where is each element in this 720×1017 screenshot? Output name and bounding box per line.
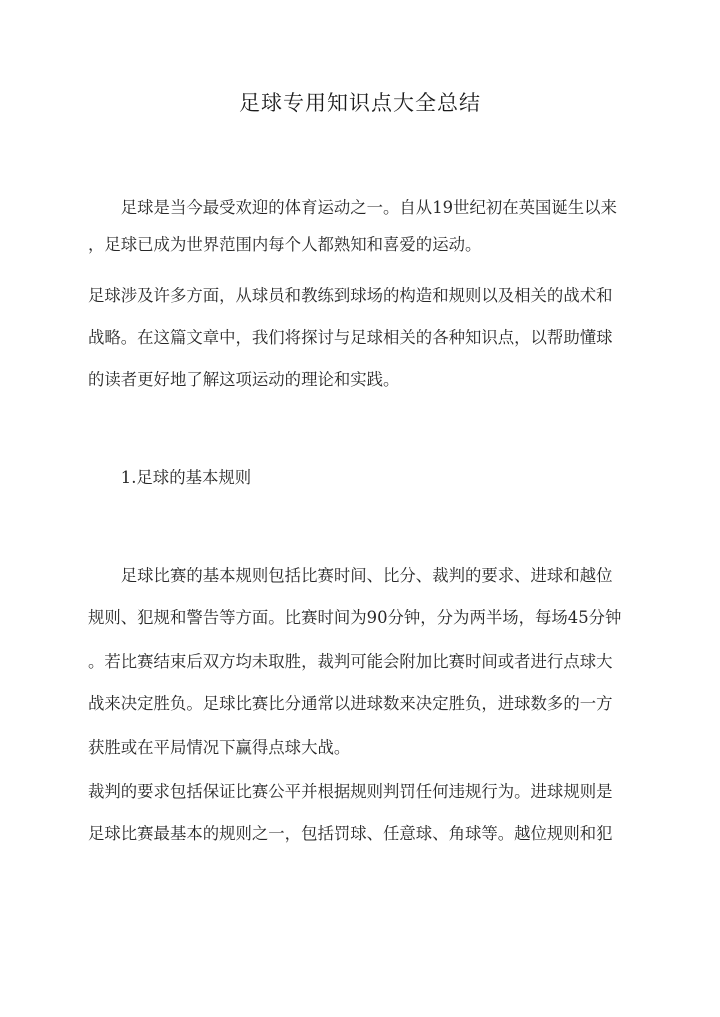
paragraph-line: 战略。在这篇文章中，我们将探讨与足球相关的各种知识点，以帮助懂球 — [88, 328, 613, 347]
paragraph-line: 足球是当今最受欢迎的体育运动之一。自从19世纪初在英国诞生以来 — [88, 198, 617, 217]
paragraph-line: 规则、犯规和警告等方面。比赛时间为90分钟，分为两半场，每场45分钟 — [88, 608, 622, 627]
paragraph-line: 足球比赛最基本的规则之一，包括罚球、任意球、角球等。越位规则和犯 — [88, 824, 613, 843]
paragraph-line: 的读者更好地了解这项运动的理论和实践。 — [88, 370, 400, 389]
paragraph-line: 足球涉及许多方面，从球员和教练到球场的构造和规则以及相关的战术和 — [88, 286, 613, 305]
document-title: 足球专用知识点大全总结 — [239, 91, 481, 115]
section-heading: 1.足球的基本规则 — [88, 468, 252, 487]
paragraph-line: 足球比赛的基本规则包括比赛时间、比分、裁判的要求、进球和越位 — [88, 566, 613, 585]
paragraph-line: 获胜或在平局情况下赢得点球大战。 — [88, 738, 351, 757]
paragraph-line: ，足球已成为世界范围内每个人都熟知和喜爱的运动。 — [88, 235, 482, 254]
paragraph-line: 战来决定胜负。足球比赛比分通常以进球数来决定胜负，进球数多的一方 — [88, 694, 613, 713]
paragraph-line: 裁判的要求包括保证比赛公平并根据规则判罚任何违规行为。进球规则是 — [88, 782, 613, 801]
paragraph-line: 。若比赛结束后双方均未取胜，裁判可能会附加比赛时间或者进行点球大 — [88, 652, 613, 671]
